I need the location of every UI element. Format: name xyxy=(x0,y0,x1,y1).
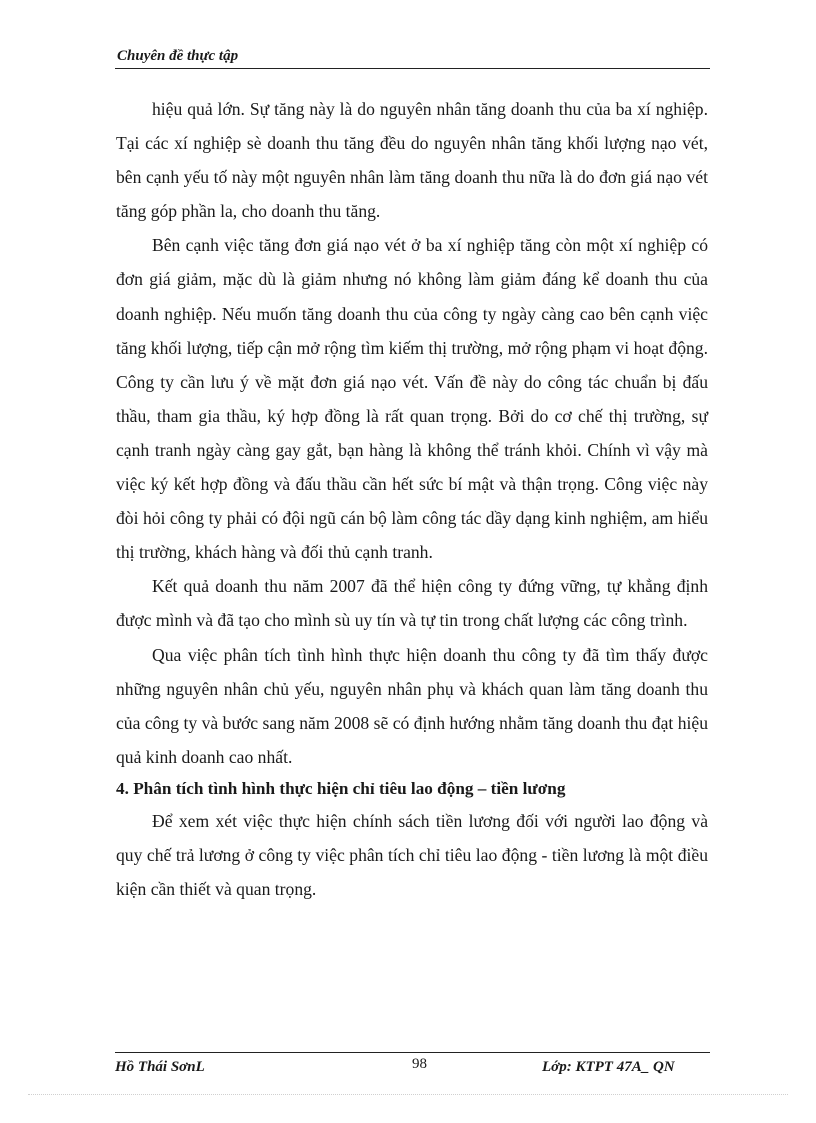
paragraph-1: hiệu quả lớn. Sự tăng này là do nguyên nhân tăng doanh thu của ba xí nghiệp. Tại các xí nghiệp sè doanh thu tăng đều do nguyên nhân tăng khối lượng nạo vét, bên cạnh yếu tố này một nguyên nhân làm tăng doanh thu nữa là do đơn giá nạo vét tăng góp phần la, cho doanh thu tăng. xyxy=(116,99,708,222)
page-header xyxy=(115,46,710,69)
page-bottom-divider xyxy=(28,1094,788,1095)
section-paragraph: Để xem xét việc thực hiện chính sách tiền lương đối với người lao động và quy chế trả lương ở công ty việc phân tích chỉ tiêu lao động - tiền lương là một điều kiện cần thiết và quan trọng. xyxy=(116,810,708,900)
paragraph-4: Qua việc phân tích tình hình thực hiện doanh thu công ty đã tìm thấy được những nguyên nhân chủ yếu, nguyên nhân phụ và khách quan làm tăng doanh thu của công ty và bước sang năm 2008 sẽ có định hướng nhằm tăng doanh thu đạt hiệu quả kinh doanh cao nhất. xyxy=(116,644,708,767)
footer-author: Hồ Thái SơnL xyxy=(115,1059,205,1075)
paragraph-3: Kết quả doanh thu năm 2007 đã thể hiện công ty đứng vững, tự khẳng định được mình và đã tạo cho mình sù uy tín và tự tin trong chất lượng các công trình. xyxy=(116,576,708,631)
paragraph-2: Bên cạnh việc tăng đơn giá nạo vét ở ba xí nghiệp tăng còn một xí nghiệp có đơn giá giảm, mặc dù là giảm nhưng nó không làm giảm đáng kể doanh thu của doanh nghiệp. Nếu muốn tăng doanh thu của công ty ngày càng cao bên cạnh việc tăng khối lượng, tiếp cận mở rộng tìm kiếm thị trường, mở rộng phạm vi hoạt động. Công ty cần lưu ý về mặt đơn giá nạo vét. Vấn đề này do công tác chuẩn bị đấu thầu, tham gia thầu, ký hợp đồng là rất quan trọng. Bởi do cơ chế thị trường, sự cạnh tranh ngày càng gay gắt, bạn hàng là không thể tránh khỏi. Chính vì vậy mà việc ký kết hợp đồng và đấu thầu cần hết sức bí mật và thận trọng. Công việc này đòi hỏi công ty phải có đội ngũ cán bộ làm công tác dầy dạng kinh nghiệm, am hiểu thị trường, khách hàng và đối thủ cạnh tranh. xyxy=(116,235,708,563)
document-body xyxy=(116,92,708,906)
page-number: 98 xyxy=(412,1056,427,1072)
footer-class-label: Lớp: KTPT 47A_ QN xyxy=(542,1059,675,1075)
header-title: Chuyên đề thực tập xyxy=(117,48,239,64)
section-heading: 4. Phân tích tình hình thực hiện chỉ tiêu lao động – tiền lương xyxy=(116,778,566,798)
page-footer xyxy=(115,1052,710,1083)
